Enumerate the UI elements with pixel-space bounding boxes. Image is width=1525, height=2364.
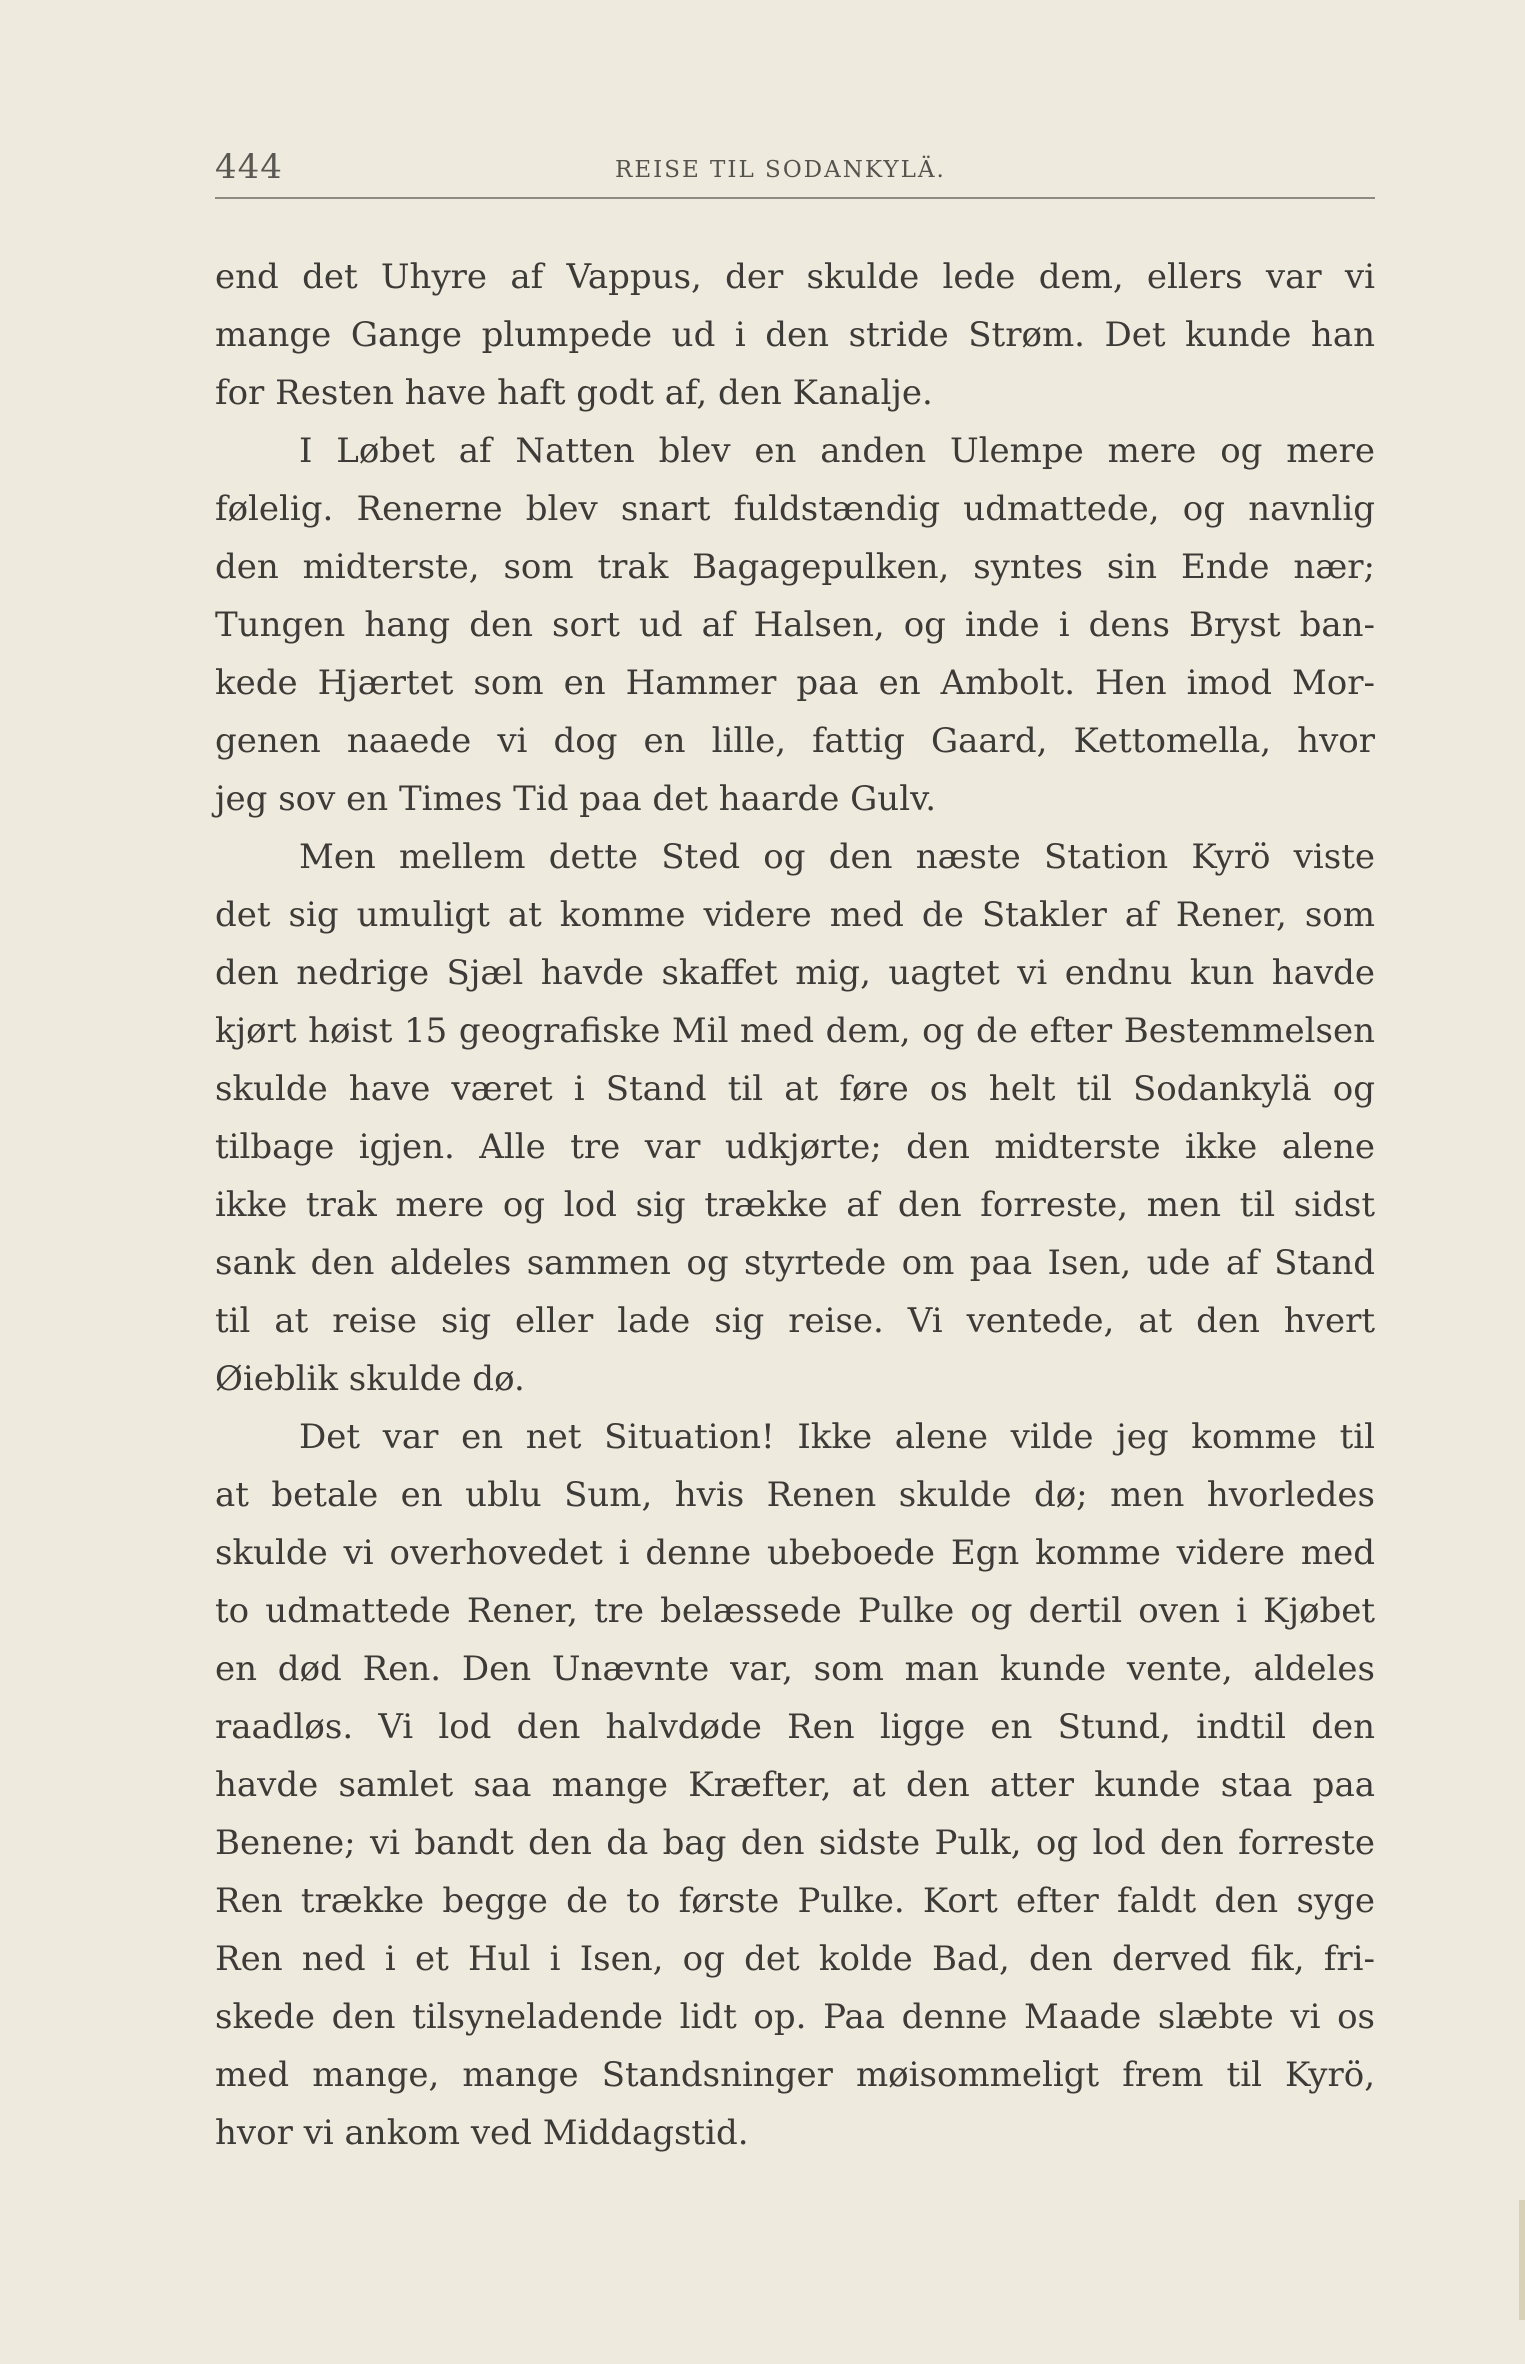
text-line: raadløs. Vi lod den halvdøde Ren ligge en Stund, indtil den — [215, 1707, 1375, 1747]
text-line: skede den tilsyneladende lidt op. Paa denne Maade slæbte vi os — [215, 1997, 1375, 2037]
text-line: Det var en net Situation! Ikke alene vilde jeg komme til — [299, 1417, 1375, 1457]
text-line: kede Hjærtet som en Hammer paa en Ambolt. Hen imod Mor- — [215, 663, 1375, 703]
text-line: tilbage igjen. Alle tre var udkjørte; den midterste ikke alene — [215, 1127, 1375, 1167]
text-line: den midterste, som trak Bagagepulken, syntes sin Ende nær; — [215, 547, 1375, 587]
text-line: det sig umuligt at komme videre med de Stakler af Rener, som — [215, 895, 1375, 935]
text-line: følelig. Renerne blev snart fuldstændig udmattede, og navnlig — [215, 489, 1375, 529]
header-rule — [215, 197, 1375, 199]
text-line: til at reise sig eller lade sig reise. Vi ventede, at den hvert — [215, 1301, 1375, 1341]
text-line: Øieblik skulde dø. — [215, 1359, 525, 1399]
body-text — [215, 248, 1375, 2162]
text-line: Men mellem dette Sted og den næste Station Kyrö viste — [299, 837, 1375, 877]
text-line: to udmattede Rener, tre belæssede Pulke og dertil oven i Kjøbet — [215, 1591, 1375, 1631]
page-header — [215, 145, 1375, 191]
text-line: Ren trække begge de to første Pulke. Kort efter faldt den syge — [215, 1881, 1375, 1921]
text-line: at betale en ublu Sum, hvis Renen skulde dø; men hvorledes — [215, 1475, 1375, 1515]
text-line: kjørt høist 15 geografiske Mil med dem, og de efter Bestemmelsen — [215, 1011, 1375, 1051]
text-line: mange Gange plumpede ud i den stride Strøm. Det kunde han — [215, 315, 1375, 355]
text-line: Ren ned i et Hul i Isen, og det kolde Bad, den derved fik, fri- — [215, 1939, 1375, 1979]
page-edge-discoloration — [1519, 2200, 1525, 2320]
text-line: den nedrige Sjæl havde skaffet mig, uagtet vi endnu kun havde — [215, 953, 1375, 993]
text-line: skulde have været i Stand til at føre os helt til Sodankylä og — [215, 1069, 1375, 1109]
text-line: I Løbet af Natten blev en anden Ulempe mere og mere — [299, 431, 1375, 471]
text-line: Tungen hang den sort ud af Halsen, og inde i dens Bryst ban- — [215, 605, 1375, 645]
text-line: end det Uhyre af Vappus, der skulde lede dem, ellers var vi — [215, 257, 1375, 297]
text-line: Benene; vi bandt den da bag den sidste Pulk, og lod den forreste — [215, 1823, 1375, 1863]
text-line: en død Ren. Den Unævnte var, som man kunde vente, aldeles — [215, 1649, 1375, 1689]
text-line: skulde vi overhovedet i denne ubeboede Egn komme videre med — [215, 1533, 1375, 1573]
text-line: sank den aldeles sammen og styrtede om paa Isen, ude af Stand — [215, 1243, 1375, 1283]
text-line: hvor vi ankom ved Middagstid. — [215, 2113, 749, 2153]
text-line: havde samlet saa mange Kræfter, at den atter kunde staa paa — [215, 1765, 1375, 1805]
text-line: jeg sov en Times Tid paa det haarde Gulv. — [215, 779, 937, 819]
text-line: for Resten have haft godt af, den Kanalje. — [215, 373, 933, 413]
text-line: ikke trak mere og lod sig trække af den forreste, men til sidst — [215, 1185, 1375, 1225]
page-number: 444 — [215, 147, 283, 187]
text-line: genen naaede vi dog en lille, fattig Gaard, Kettomella, hvor — [215, 721, 1375, 761]
running-head: REISE TIL SODANKYLÄ. — [615, 157, 946, 183]
text-line: med mange, mange Standsninger møisommeligt frem til Kyrö, — [215, 2055, 1375, 2095]
